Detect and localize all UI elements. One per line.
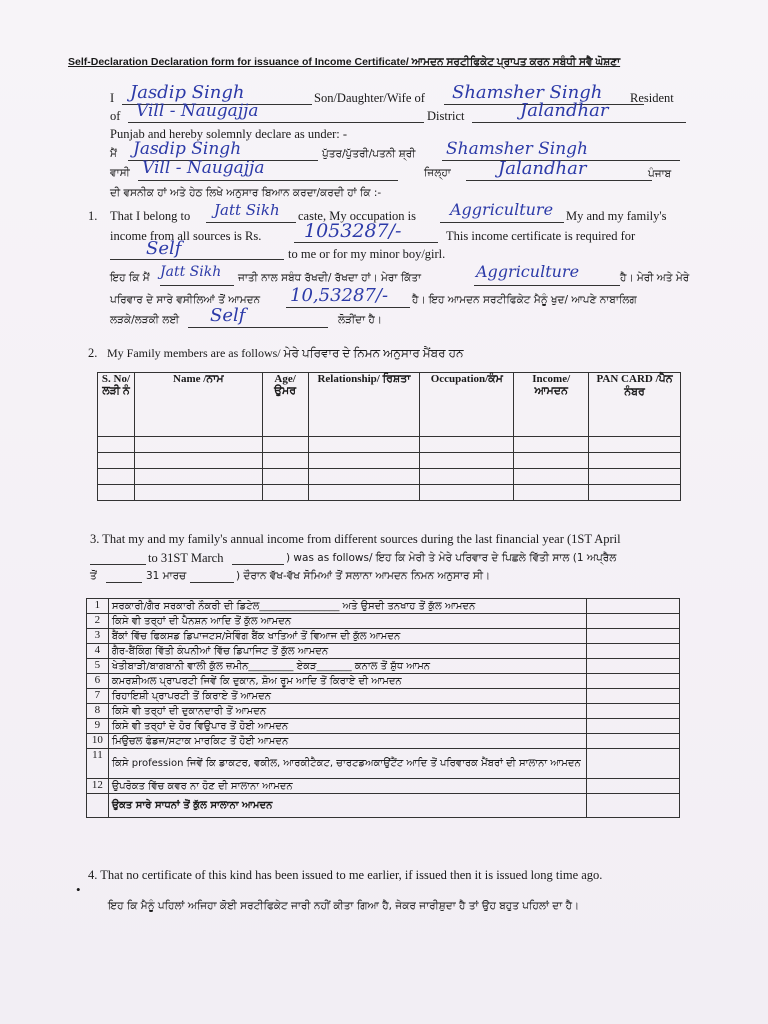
item4-english: 4. That no certificate of this kind has been issued to me earlier, if issued then it is issued long time ago. <box>88 868 603 882</box>
income-row-number: 4 <box>87 644 109 659</box>
occupation: Aggriculture <box>450 200 554 219</box>
table-row <box>87 644 680 659</box>
table-row <box>98 485 681 501</box>
from-year-line <box>90 564 146 565</box>
family-members-table <box>97 372 681 501</box>
pa-village-line <box>138 180 398 181</box>
pa-income: 10,53287/- <box>290 285 389 306</box>
income-amount-cell <box>587 794 680 818</box>
item3-line3a: ਤੋਂ <box>90 570 97 582</box>
col-sno: S. No/ ਲੜੀ ਨੰ <box>98 373 135 437</box>
pa-for-whom-line <box>188 327 328 328</box>
income-sources-table <box>86 598 680 818</box>
pa-item1-l1c: ਹੈ। ਮੇਰੀ ਅਤੇ ਮੇਰੇ <box>620 272 690 284</box>
pa-item1-l3a: ਲੜਕੇ/ਲੜਕੀ ਲਈ <box>110 314 180 326</box>
income-source-label: ਉਪਰੋਕਤ ਵਿੱਚ ਕਵਰ ਨਾ ਹੋਣ ਦੀ ਸਾਲਾਨਾ ਆਮਦਨ <box>108 779 586 794</box>
table-row <box>87 614 680 629</box>
village: Vill - Naugajja <box>136 101 259 121</box>
district-value: Jalandhar <box>520 100 609 121</box>
for-whom: Self <box>146 238 182 259</box>
pa-main: ਮੈਂ <box>110 148 117 160</box>
income-amount-cell <box>587 779 680 794</box>
income-source-label: ਉਕਤ ਸਾਰੇ ਸਾਧਨਾਂ ਤੋਂ ਕੁੱਲ ਸਾਲਾਨਾ ਆਮਦਨ <box>108 794 586 818</box>
pa-caste-line <box>160 285 234 286</box>
income-amount-cell <box>587 734 680 749</box>
income-row-number: 3 <box>87 629 109 644</box>
declare-label: Punjab and hereby solemnly declare as under: - <box>110 127 348 141</box>
table-row <box>87 779 680 794</box>
income-source-label: ਕਿਸੇ ਵੀ ਤਰ੍ਹਾਂ ਦੇ ਹੋਰ ਵਿਉਪਾਰ ਤੋਂ ਹੋਈ ਆਮਦਨ <box>108 719 586 734</box>
income-row-number: 9 <box>87 719 109 734</box>
income-source-label: ਰਿਹਾਇਸ਼ੀ ਪ੍ਰਾਪਰਟੀ ਤੋਂ ਕਿਰਾਏ ਤੋਂ ਆਮਦਨ <box>108 689 586 704</box>
income-amount-cell <box>587 704 680 719</box>
item3-line3b: 31 ਮਾਰਚ <box>146 570 187 582</box>
pa-father-name: Shamsher Singh <box>446 139 588 159</box>
pa-district: ਜਿਲ੍ਹਾ <box>424 167 451 179</box>
form-title: Self-Declaration Declaration form for issuance of Income Certificate/ ਆਮਦਨ ਸਰਟੀਫਿਕੇਟ ਪ੍ਰਾਪਤ ਕਰਨ ਸਬੰਧੀ ਸਵੈ ਘੋਸ਼ਣਾ <box>68 56 621 68</box>
table-row <box>87 704 680 719</box>
item3-line3c: ) ਦੌਰਾਨ ਵੱਖ-ਵੱਖ ਸੋਮਿਆਂ ਤੋਂ ਸਲਾਨਾ ਆਮਦਨ ਨਿਮਨ ਅਨੁਸਾਰ ਸੀ। <box>236 570 491 582</box>
item3-line1: 3. That my and my family's annual income from different sources during the last financial year (1ST April <box>90 532 621 546</box>
for-whom-line <box>110 259 284 260</box>
income-line <box>294 242 438 243</box>
table-row <box>87 674 680 689</box>
income-amount-cell <box>587 689 680 704</box>
pa-item1-l2a: ਪਰਿਵਾਰ ਦੇ ਸਾਰੇ ਵਸੀਲਿਆਂ ਤੋਂ ਆਮਦਨ <box>110 294 261 306</box>
family-table-header-row <box>98 373 681 437</box>
income-amount-cell <box>587 659 680 674</box>
to-year-line <box>232 564 284 565</box>
pa-punjab: ਪੰਜਾਬ <box>648 168 672 180</box>
pa-for-whom: Self <box>210 305 246 326</box>
pa-district-line <box>466 180 652 181</box>
col-income: Income/ ਆਮਦਨ <box>514 373 589 437</box>
income-source-label: ਖੇਤੀਬਾੜੀ/ਬਾਗਬਾਨੀ ਵਾਲੀ ਕੁੱਲ ਜ਼ਮੀਨ_________ ਏਕੜ_______ ਕਨਾਲ ਤੋਂ ਸ਼ੁੱਧ ਆਮਨ <box>108 659 586 674</box>
pa-item1-l3b: ਲੋੜੀਂਦਾ ਹੈ। <box>338 314 382 326</box>
income-row-number: 10 <box>87 734 109 749</box>
table-row <box>87 659 680 674</box>
item2-number: 2. <box>88 346 98 360</box>
pa-district-value: Jalandhar <box>498 158 587 179</box>
item2-label: My Family members are as follows/ ਮੇਰੇ ਪਰਿਵਾਰ ਦੇ ਨਿਮਨ ਅਨੁਸਾਰ ਮੈਂਬਰ ਹਨ <box>107 346 464 360</box>
table-row <box>87 689 680 704</box>
pa-son-of: ਪੁੱਤਰ/ਪੁੱਤਰੀ/ਪਤਨੀ ਸ਼੍ਰੀ <box>322 148 416 160</box>
income-amount-cell <box>587 629 680 644</box>
income-amount-cell <box>587 614 680 629</box>
table-row <box>98 469 681 485</box>
income-source-label: ਕਿਸੇ profession ਜਿਵੇਂ ਕਿ ਡਾਕਟਰ, ਵਕੀਲ, ਆਰਕੀਟੈਕਟ, ਚਾਰਟਡਅਕਾਉਂਟੈਂਟ ਆਦਿ ਤੋਂ ਪਰਿਵਾਰਕ ਮੈਂਬਰਾਂ ਦੀ ਸਾਲਾਨਾ ਆਮਦਨ <box>108 749 586 779</box>
item1-number: 1. <box>88 209 98 223</box>
minor-label: to me or for my minor boy/girl. <box>288 247 446 261</box>
table-row <box>87 749 680 779</box>
district-line <box>472 122 686 123</box>
belong-label: That I belong to <box>110 209 191 223</box>
son-of-label: Son/Daughter/Wife of <box>314 91 425 105</box>
pa-occupation-line <box>474 285 620 286</box>
pa-resident: ਵਾਸੀ <box>110 167 130 179</box>
i-label: I <box>110 91 115 105</box>
father-name: Shamsher Singh <box>452 82 603 103</box>
occupation-line <box>440 222 564 223</box>
income-row-number: 7 <box>87 689 109 704</box>
col-name: Name /ਨਾਮ <box>134 373 262 437</box>
table-row <box>98 453 681 469</box>
item3-line2b: ) was as follows/ ਇਹ ਕਿ ਮੇਰੀ ਤੇ ਮੇਰੇ ਪਰਿਵਾਰ ਦੇ ਪਿਛਲੇ ਵਿੱਤੀ ਸਾਲ (1 ਅਪ੍ਰੈਲ <box>286 552 617 564</box>
col-relationship: Relationship/ ਰਿਸ਼ਤਾ <box>308 373 420 437</box>
pa-applicant-name: Jasdip Singh <box>133 139 242 159</box>
col-age: Age/ ਉਮਰ <box>262 373 308 437</box>
income-amount-cell <box>587 674 680 689</box>
income-amount-cell <box>587 749 680 779</box>
income-row-number <box>87 794 109 818</box>
income-amount-cell <box>587 599 680 614</box>
table-row <box>87 719 680 734</box>
income-amount-cell <box>587 719 680 734</box>
pa-to-year-line <box>190 582 234 583</box>
caste-line <box>206 222 296 223</box>
applicant-name: Jasdip Singh <box>130 82 245 103</box>
income-row-number: 6 <box>87 674 109 689</box>
income-source-label: ਕਿਸੇ ਵੀ ਤਰ੍ਹਾਂ ਦੀ ਪੈਨਸ਼ਨ ਆਦਿ ਤੋਂ ਕੁੱਲ ਆਮਦਨ <box>108 614 586 629</box>
pa-item1-l2b: ਹੈ। ਇਹ ਆਮਦਨ ਸਰਟੀਫਿਕੇਟ ਮੈਨੂੰ ਖੁਦ/ ਆਪਣੇ ਨਾਬਾਲਿਗ <box>412 294 637 306</box>
income-source-label: ਕਮਰਸ਼ੀਅਲ ਪ੍ਰਾਪਰਟੀ ਜਿਵੇਂ ਕਿ ਦੁਕਾਨ, ਸ਼ੋਅ ਰੂਮ ਆਦਿ ਤੋਂ ਕਿਰਾਏ ਦੀ ਆਮਦਨ <box>108 674 586 689</box>
pa-occupation: Aggriculture <box>476 262 580 281</box>
income-row-number: 5 <box>87 659 109 674</box>
income-source-label: ਬੈਂਕਾਂ ਵਿੱਚ ਫਿਕਸਡ ਡਿਪਾਜਟਸ/ਸੇਵਿੰਗ ਬੈਂਕ ਖਾਤਿਆਂ ਤੋਂ ਵਿਆਜ ਦੀ ਕੁੱਲ ਆਮਦਨ <box>108 629 586 644</box>
pa-item1-l1a: ਇਹ ਕਿ ਮੈਂ <box>110 272 150 284</box>
family-label: My and my family's <box>566 209 667 223</box>
table-row <box>87 794 680 818</box>
income-source-label: ਸਰਕਾਰੀ/ਗੈਰ ਸਰਕਾਰੀ ਨੌਕਰੀ ਦੀ ਡਿਟੇਲ________________ ਅਤੇ ਉਸਦੀ ਤਨਖਾਹ ਤੋਂ ਕੁੱਲ ਆਮਦਨ <box>108 599 586 614</box>
village-line <box>128 122 424 123</box>
of-label: of <box>110 109 121 123</box>
resident-label: Resident <box>630 91 674 105</box>
table-row <box>98 437 681 453</box>
pa-village: Vill - Naugajja <box>142 158 265 178</box>
income-row-number: 11 <box>87 749 109 779</box>
income-row-number: 12 <box>87 779 109 794</box>
table-row <box>87 599 680 614</box>
col-occupation: Occupation/ਕੰਮ <box>420 373 514 437</box>
item4-bullet: • <box>76 882 81 897</box>
income-row-number: 2 <box>87 614 109 629</box>
col-pan: PAN CARD /ਪੈਨ ਨੰਬਰ <box>589 373 681 437</box>
pa-from-year-line <box>106 582 142 583</box>
income-source-label: ਮਿਉਚਲ ਫੰਡਜ/ਸਟਾਕ ਮਾਰਕਿਟ ਤੋਂ ਹੋਈ ਆਮਦਨ <box>108 734 586 749</box>
income-amount-cell <box>587 644 680 659</box>
table-row <box>87 629 680 644</box>
required-label: This income certificate is required for <box>446 229 636 243</box>
district-label: District <box>427 109 465 123</box>
income-label: income from all sources is Rs. <box>110 229 262 243</box>
income-source-label: ਕਿਸੇ ਵੀ ਤਰ੍ਹਾਂ ਦੀ ਦੁਕਾਨਦਾਰੀ ਤੋਂ ਆਮਦਨ <box>108 704 586 719</box>
pa-income-line <box>286 307 410 308</box>
item3-line2a: to 31ST March <box>148 551 224 565</box>
pa-caste: Jatt Sikh <box>160 264 222 280</box>
table-row <box>87 734 680 749</box>
pa-item1-l1b: ਜਾਤੀ ਨਾਲ ਸਬੰਧ ਰੱਖਦੀ/ ਰੱਖਦਾ ਹਾਂ। ਮੇਰਾ ਕਿੱਤਾ <box>238 272 422 284</box>
income-row-number: 1 <box>87 599 109 614</box>
income-value: 1053287/- <box>304 220 402 242</box>
pa-declare: ਦੀ ਵਸਨੀਕ ਹਾਂ ਅਤੇ ਹੇਠ ਲਿਖੇ ਅਨੁਸਾਰ ਬਿਆਨ ਕਰਦਾ/ਕਰਦੀ ਹਾਂ ਕਿ :- <box>110 187 382 199</box>
item4-punjabi: ਇਹ ਕਿ ਮੈਨੂੰ ਪਹਿਲਾਂ ਅਜਿਹਾ ਕੋਈ ਸਰਟੀਫਿਕੇਟ ਜਾਰੀ ਨਹੀਂ ਕੀਤਾ ਗਿਆ ਹੈ, ਜੇਕਰ ਜਾਰੀਸ਼ੁਦਾ ਹੈ ਤਾਂ ਉਹ ਬਹੁਤ ਪਹਿਲਾਂ ਦਾ ਹੈ। <box>108 900 580 912</box>
caste: Jatt Sikh <box>214 201 280 219</box>
income-row-number: 8 <box>87 704 109 719</box>
caste-label: caste, My occupation is <box>298 209 417 223</box>
income-source-label: ਗੈਰ-ਬੈਂਕਿੰਗ ਵਿੱਤੀ ਕੰਪਨੀਆਂ ਵਿੱਚ ਡਿਪਾਜਿਟ ਤੋਂ ਕੁੱਲ ਆਮਦਨ <box>108 644 586 659</box>
